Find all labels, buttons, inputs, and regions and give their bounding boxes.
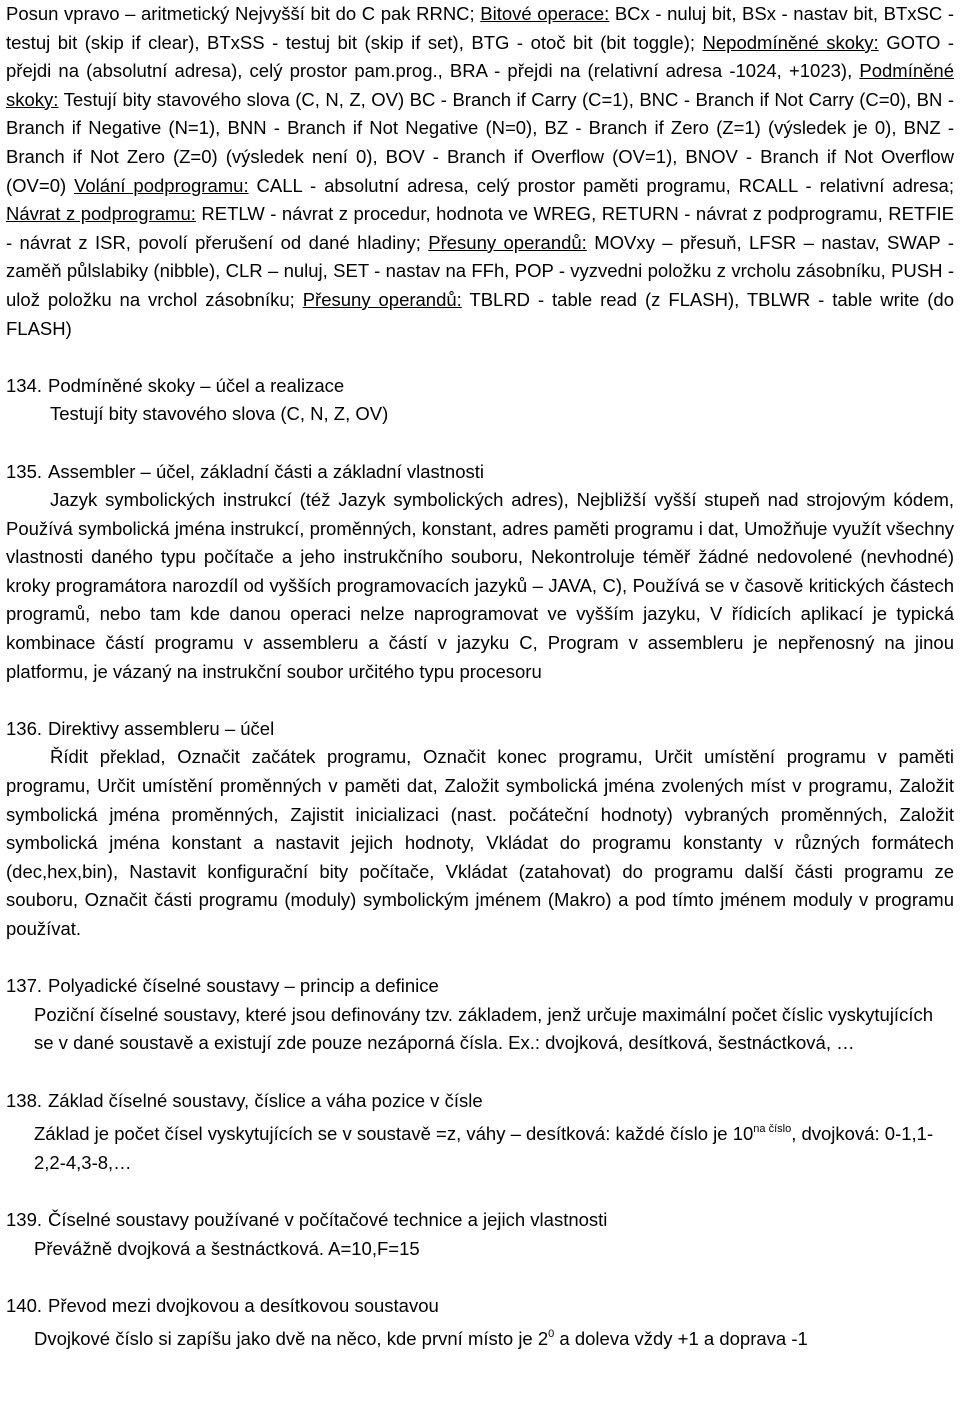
question-heading [6, 1087, 954, 1116]
superscript: 0 [548, 1328, 555, 1341]
intro-text: RETLW - návrat z procedur, hodnota ve WREG, RETURN - návrat z podprogramu, RETFIE - návrat z ISR, povolí přerušení od dané hladiny; [6, 203, 954, 253]
heading-nepodminene-skoky: Nepodmíněné skoky: [702, 31, 879, 53]
heading-volani-podprogramu: Volání podprogramu: [74, 174, 249, 196]
answer-text: Poziční číselné soustavy, které jsou definovány tzv. základem, jenž určuje maximální počet číslic vyskytujících se v dané soustavě a existují zde pouze nezáporná čísla. Ex.: dvojková, desítková, šestnáctková, … [34, 1003, 933, 1054]
question-item [6, 458, 954, 687]
question-heading [6, 1206, 954, 1235]
answer-text: Řídit překlad, Označit začátek programu, Označit konec programu, Určit umístění programu v paměti programu, Určit umístění proměnných v paměti dat, Založit symbolická jména zvolených míst v programu, Založit symbolická jména proměnných, Zajistit inicializaci (nast. počáteční hodnoty) vybraných proměnných, Založit symbolická jména konstant a nastavit jejich hodnoty, Vkládat do programu konstanty v různých formátech (dec,hex,bin), Nastavit konfigurační bity počítače, Vkládat (zatahovat) do programu další části programu ze souboru, Označit části programu (moduly) symbolickým jménem (Makro) a pod tímto jménem moduly v programu používat. [6, 746, 954, 939]
question-item [6, 372, 954, 429]
question-heading [6, 1292, 954, 1321]
intro-text: Testují bity stavového slova (C, N, Z, OV) BC - Branch if Carry (C=1), BNC - Branch if Not Carry (C=0), BN - Branch if Negative (N=1), BNN - Branch if Not Negative (N=0), BZ - Branch if Zero (Z=1) (výsledek je 0), BNZ - Branch if Not Zero (Z=0) (výsledek není 0), BOV - Branch if Overflow (OV=1), BNOV - Branch if Not Overflow (OV=0) [6, 88, 954, 196]
question-title: Základ číselné soustavy, číslice a váha pozice v čísle [48, 1089, 483, 1111]
answer-text: Jazyk symbolických instrukcí (též Jazyk symbolických adres), Nejbližší vyšší stupeň nad strojovým kódem, Používá symbolická jména instrukcí, proměnných, konstant, adres paměti programu i dat, Umožňuje využít všechny vlastnosti daného typu počítače a jeho instrukčního souboru, Nekontroluje téměř žádné nedovolené (nevhodné) kroky programátora narozdíl od vyšších programovacích jazyků – JAVA, C), Používá se v časově kritických částech programů, nebo tam kde danou operaci nelze naprogramovat ve vyšším jazyku, V řídicích aplikací je typická kombinace částí programu v assembleru a částí v jazyku C, Program v assembleru je nepřenosný na jinou platformu, je vázaný na instrukční soubor určitého typu procesoru [6, 489, 954, 682]
question-title: Assembler – účel, základní části a základní vlastnosti [48, 460, 484, 482]
question-number: 136. [6, 717, 43, 739]
question-title: Převod mezi dvojkovou a desítkovou soustavou [48, 1294, 439, 1316]
answer-text: Testují bity stavového slova (C, N, Z, OV) [50, 403, 389, 425]
intro-text: CALL - absolutní adresa, celý prostor paměti programu, RCALL - relativní adresa; [248, 174, 954, 196]
document-page [6, 0, 954, 1354]
answer-text-part: Dvojkové číslo si zapíšu jako dvě na něco, kde první místo je 2 [34, 1328, 549, 1350]
question-title: Polyadické číselné soustavy – princip a definice [48, 975, 439, 997]
question-title: Podmíněné skoky – účel a realizace [48, 374, 345, 396]
question-heading [6, 458, 954, 487]
heading-podminene-skoky: Podmíněné skoky: [6, 60, 954, 110]
question-number: 139. [6, 1208, 43, 1230]
heading-navrat-z-podprogramu: Návrat z podprogramu: [6, 203, 196, 225]
intro-text: Posun vpravo – aritmetický Nejvyšší bit do C pak RRNC; [6, 3, 481, 24]
answer-text-part: Základ je počet čísel vyskytujících se v soustavě =z, váhy – desítková: každé číslo je 10 [34, 1123, 754, 1145]
question-item [6, 1206, 954, 1263]
answer-text [6, 1115, 954, 1177]
answer-text-part: , dvojková: 0-1,1-2,2-4,3-8,… [34, 1123, 934, 1173]
question-heading [6, 715, 954, 744]
question-heading [6, 972, 954, 1001]
question-number: 140. [6, 1294, 43, 1316]
question-number: 134. [6, 374, 43, 396]
intro-text: TBLRD - table read (z FLASH), TBLWR - table write (do FLASH) [6, 288, 954, 339]
question-item [6, 1087, 954, 1178]
intro-paragraph [6, 0, 954, 343]
answer-text [6, 1320, 954, 1354]
question-item [6, 715, 954, 944]
answer-text-part: a doleva vždy +1 a doprava -1 [554, 1328, 808, 1350]
question-number: 138. [6, 1089, 43, 1111]
question-item [6, 972, 954, 1058]
question-heading [6, 372, 954, 401]
answer-text: Převážně dvojková a šestnáctková. A=10,F=15 [34, 1237, 420, 1259]
question-title: Direktivy assembleru – účel [48, 717, 275, 739]
question-number: 137. [6, 975, 43, 997]
question-number: 135. [6, 460, 43, 482]
heading-bitove-operace: Bitové operace: [480, 3, 610, 24]
question-title: Číselné soustavy používané v počítačové technice a jejich vlastnosti [48, 1208, 608, 1230]
superscript: na číslo [753, 1123, 792, 1136]
heading-presuny-operandu: Přesuny operandů: [428, 231, 587, 253]
heading-presuny-operandu-2: Přesuny operandů: [302, 288, 462, 310]
intro-text: BCx - nuluj bit, BSx - nastav bit, BTxSC - testuj bit (skip if clear), BTxSS - testuj bit (skip if set), BTG - otoč bit (bit toggle); [6, 3, 954, 53]
question-item [6, 1292, 954, 1354]
intro-text: MOVxy – přesuň, LFSR – nastav, SWAP - zaměň půlslabiky (nibble), CLR – nuluj, SET - nastav na FFh, POP - vyzvedni položku z vrcholu zásobníku, PUSH - ulož položku na vrchol zásobníku; [6, 231, 954, 310]
intro-text: GOTO - přejdi na (absolutní adresa), celý prostor pam.prog., BRA - přejdi na (relativní adresa -1024, +1023), [6, 31, 955, 82]
